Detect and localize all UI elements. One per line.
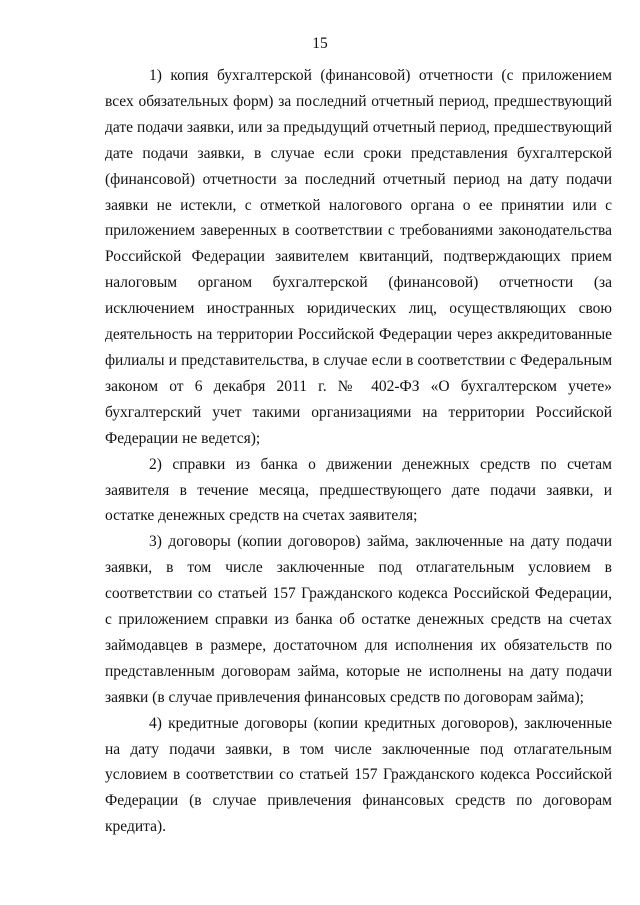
paragraph-item-4: 4) кредитные договоры (копии кредитных договоров), заключенные на дату подачи заявки, в том числе заключенные под отлагательным условием в соответствии со статьей 157 Гражданского кодекса Российской Федерации (в случае привлечения финансовых средств по договорам кредита).: [105, 714, 612, 836]
paragraph-item-3: 3) договоры (копии договоров) займа, заключенные на дату подачи заявки, в том числе заключенные под отлагательным условием в соответствии со статьей 157 Гражданского кодекса Российской Федерации, с приложением справки из банка об остатке денежных средств на счетах займодавцев в размере, достаточном для исполнения их обязательств по представленным договорам займа, которые не исполнены на дату подачи заявки (в случае привлечения финансовых средств по договорам займа);: [105, 533, 612, 706]
paragraph-item-2: 2) справки из банка о движении денежных средств по счетам заявителя в течение месяца, предшествующего дате подачи заявки, и остатке денежных средств на счетах заявителя;: [105, 455, 612, 525]
page-number: 15: [312, 35, 328, 52]
document-body: [105, 63, 612, 840]
paragraph-item-1: 1) копия бухгалтерской (финансовой) отчетности (с приложением всех обязательных форм) за последний отчетный период, предшествующий дате подачи заявки, или за предыдущий отчетный период, предшествующий дате подачи заявки, в случае если сроки представления бухгалтерской (финансовой) отчетности за последний отчетный период на дату подачи заявки не истекли, с отметкой налогового органа о ее принятии или с приложением заверенных в соответствии с требованиями законодательства Российской Федерации заявителем квитанций, подтверждающих прием налоговым органом бухгалтерской (финансовой) отчетности (за исключением иностранных юридических лиц, осуществляющих свою деятельность на территории Российской Федерации через аккредитованные филиалы и представительства, в случае если в соответствии с Федеральным законом от 6 декабря 2011 г. № 402-ФЗ «О бухгалтерском учете» бухгалтерский учет такими организациями на территории Российской Федерации не ведется);: [105, 67, 612, 447]
